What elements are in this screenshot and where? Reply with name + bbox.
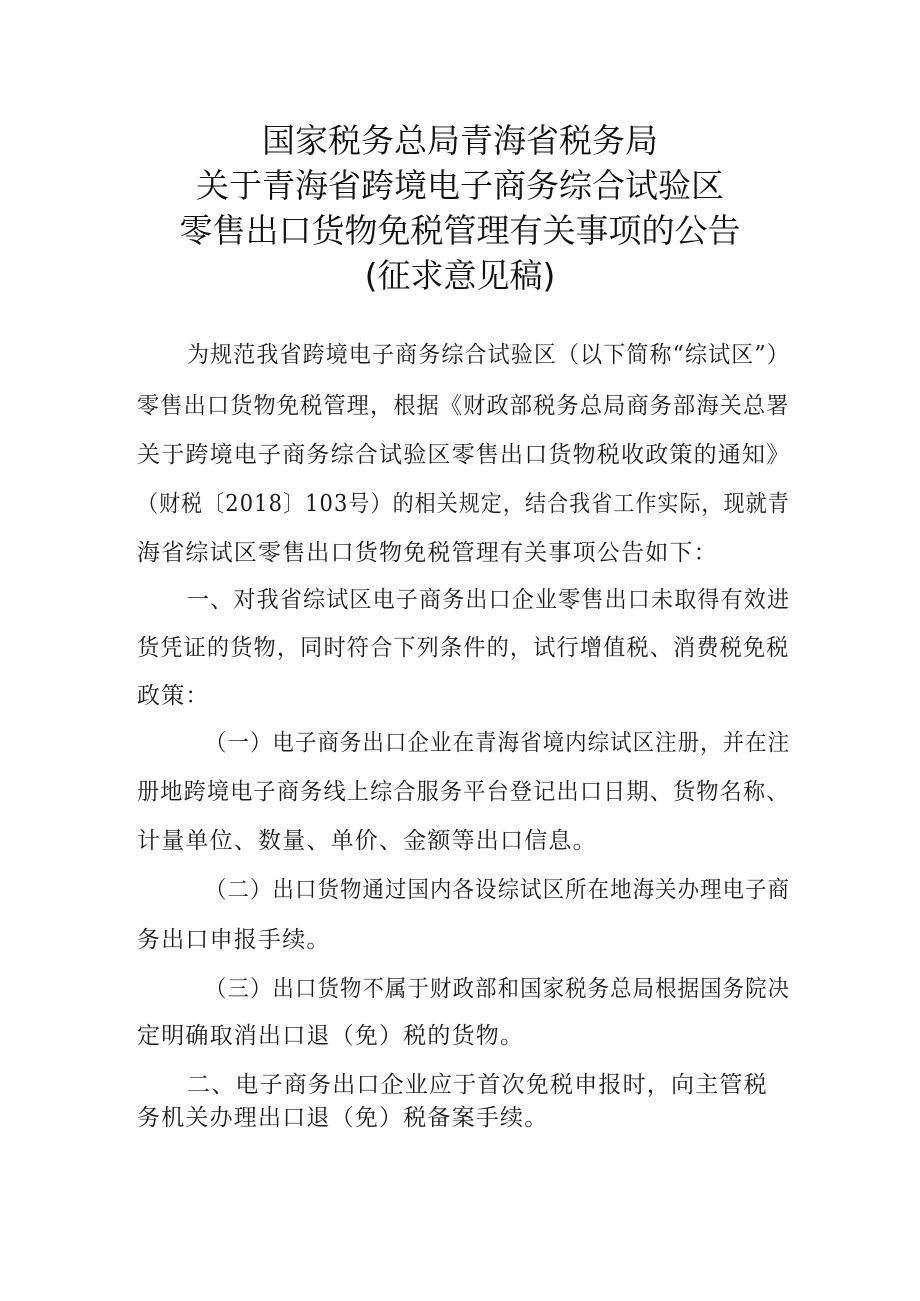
title-line-3: 零售出口货物免税管理有关事项的公告 [179, 211, 741, 250]
item1-2-line-1: （二）出口货物通过国内各设综试区所在地海关办理电子商 [205, 877, 791, 903]
intro-line-5: 海省综试区零售出口货物免税管理有关事项公告如下： [137, 540, 718, 566]
item1-line-2: 货凭证的货物，同时符合下列条件的，试行增值税、消费税免税 [137, 635, 790, 661]
title-line-2: 关于青海省跨境电子商务综合试验区 [196, 166, 724, 205]
item1-1-line-2: 册地跨境电子商务线上综合服务平台登记出口日期、货物名称、 [137, 779, 790, 805]
intro-line-4: （财税〔2018〕103号）的相关规定，结合我省工作实际，现就青 [137, 491, 790, 517]
item2-line-1: 二、电子商务出口企业应于首次免税申报时，向主管税 [187, 1072, 768, 1098]
announcement-title [0, 118, 920, 298]
item2-line-2: 务机关办理出口退（免）税备案手续。 [137, 1105, 549, 1131]
item1-line-1: 一、对我省综试区电子商务出口企业零售出口未取得有效进 [187, 587, 791, 613]
item1-line-3: 政策： [137, 683, 210, 709]
title-line-4: (征求意见稿) [364, 256, 556, 295]
intro-line-3: 关于跨境电子商务综合试验区零售出口货物税收政策的通知》 [137, 442, 791, 468]
title-line-1: 国家税务总局青海省税务局 [262, 121, 658, 160]
intro-line-2: 零售出口货物免税管理，根据《财政部税务总局商务部海关总署 [137, 393, 790, 419]
intro-line-1: 为规范我省跨境电子商务综合试验区（以下简称“综试区”） [187, 342, 790, 368]
item1-2-line-2: 务出口申报手续。 [137, 927, 331, 953]
item1-1-line-3: 计量单位、数量、单价、金额等出口信息。 [137, 828, 597, 854]
item1-3-line-1: （三）出口货物不属于财政部和国家税务总局根据国务院决 [205, 976, 791, 1002]
item1-3-line-2: 定明确取消出口退（免）税的货物。 [137, 1023, 525, 1049]
item1-1-line-1: （一）电子商务出口企业在青海省境内综试区注册，并在注 [205, 730, 791, 756]
